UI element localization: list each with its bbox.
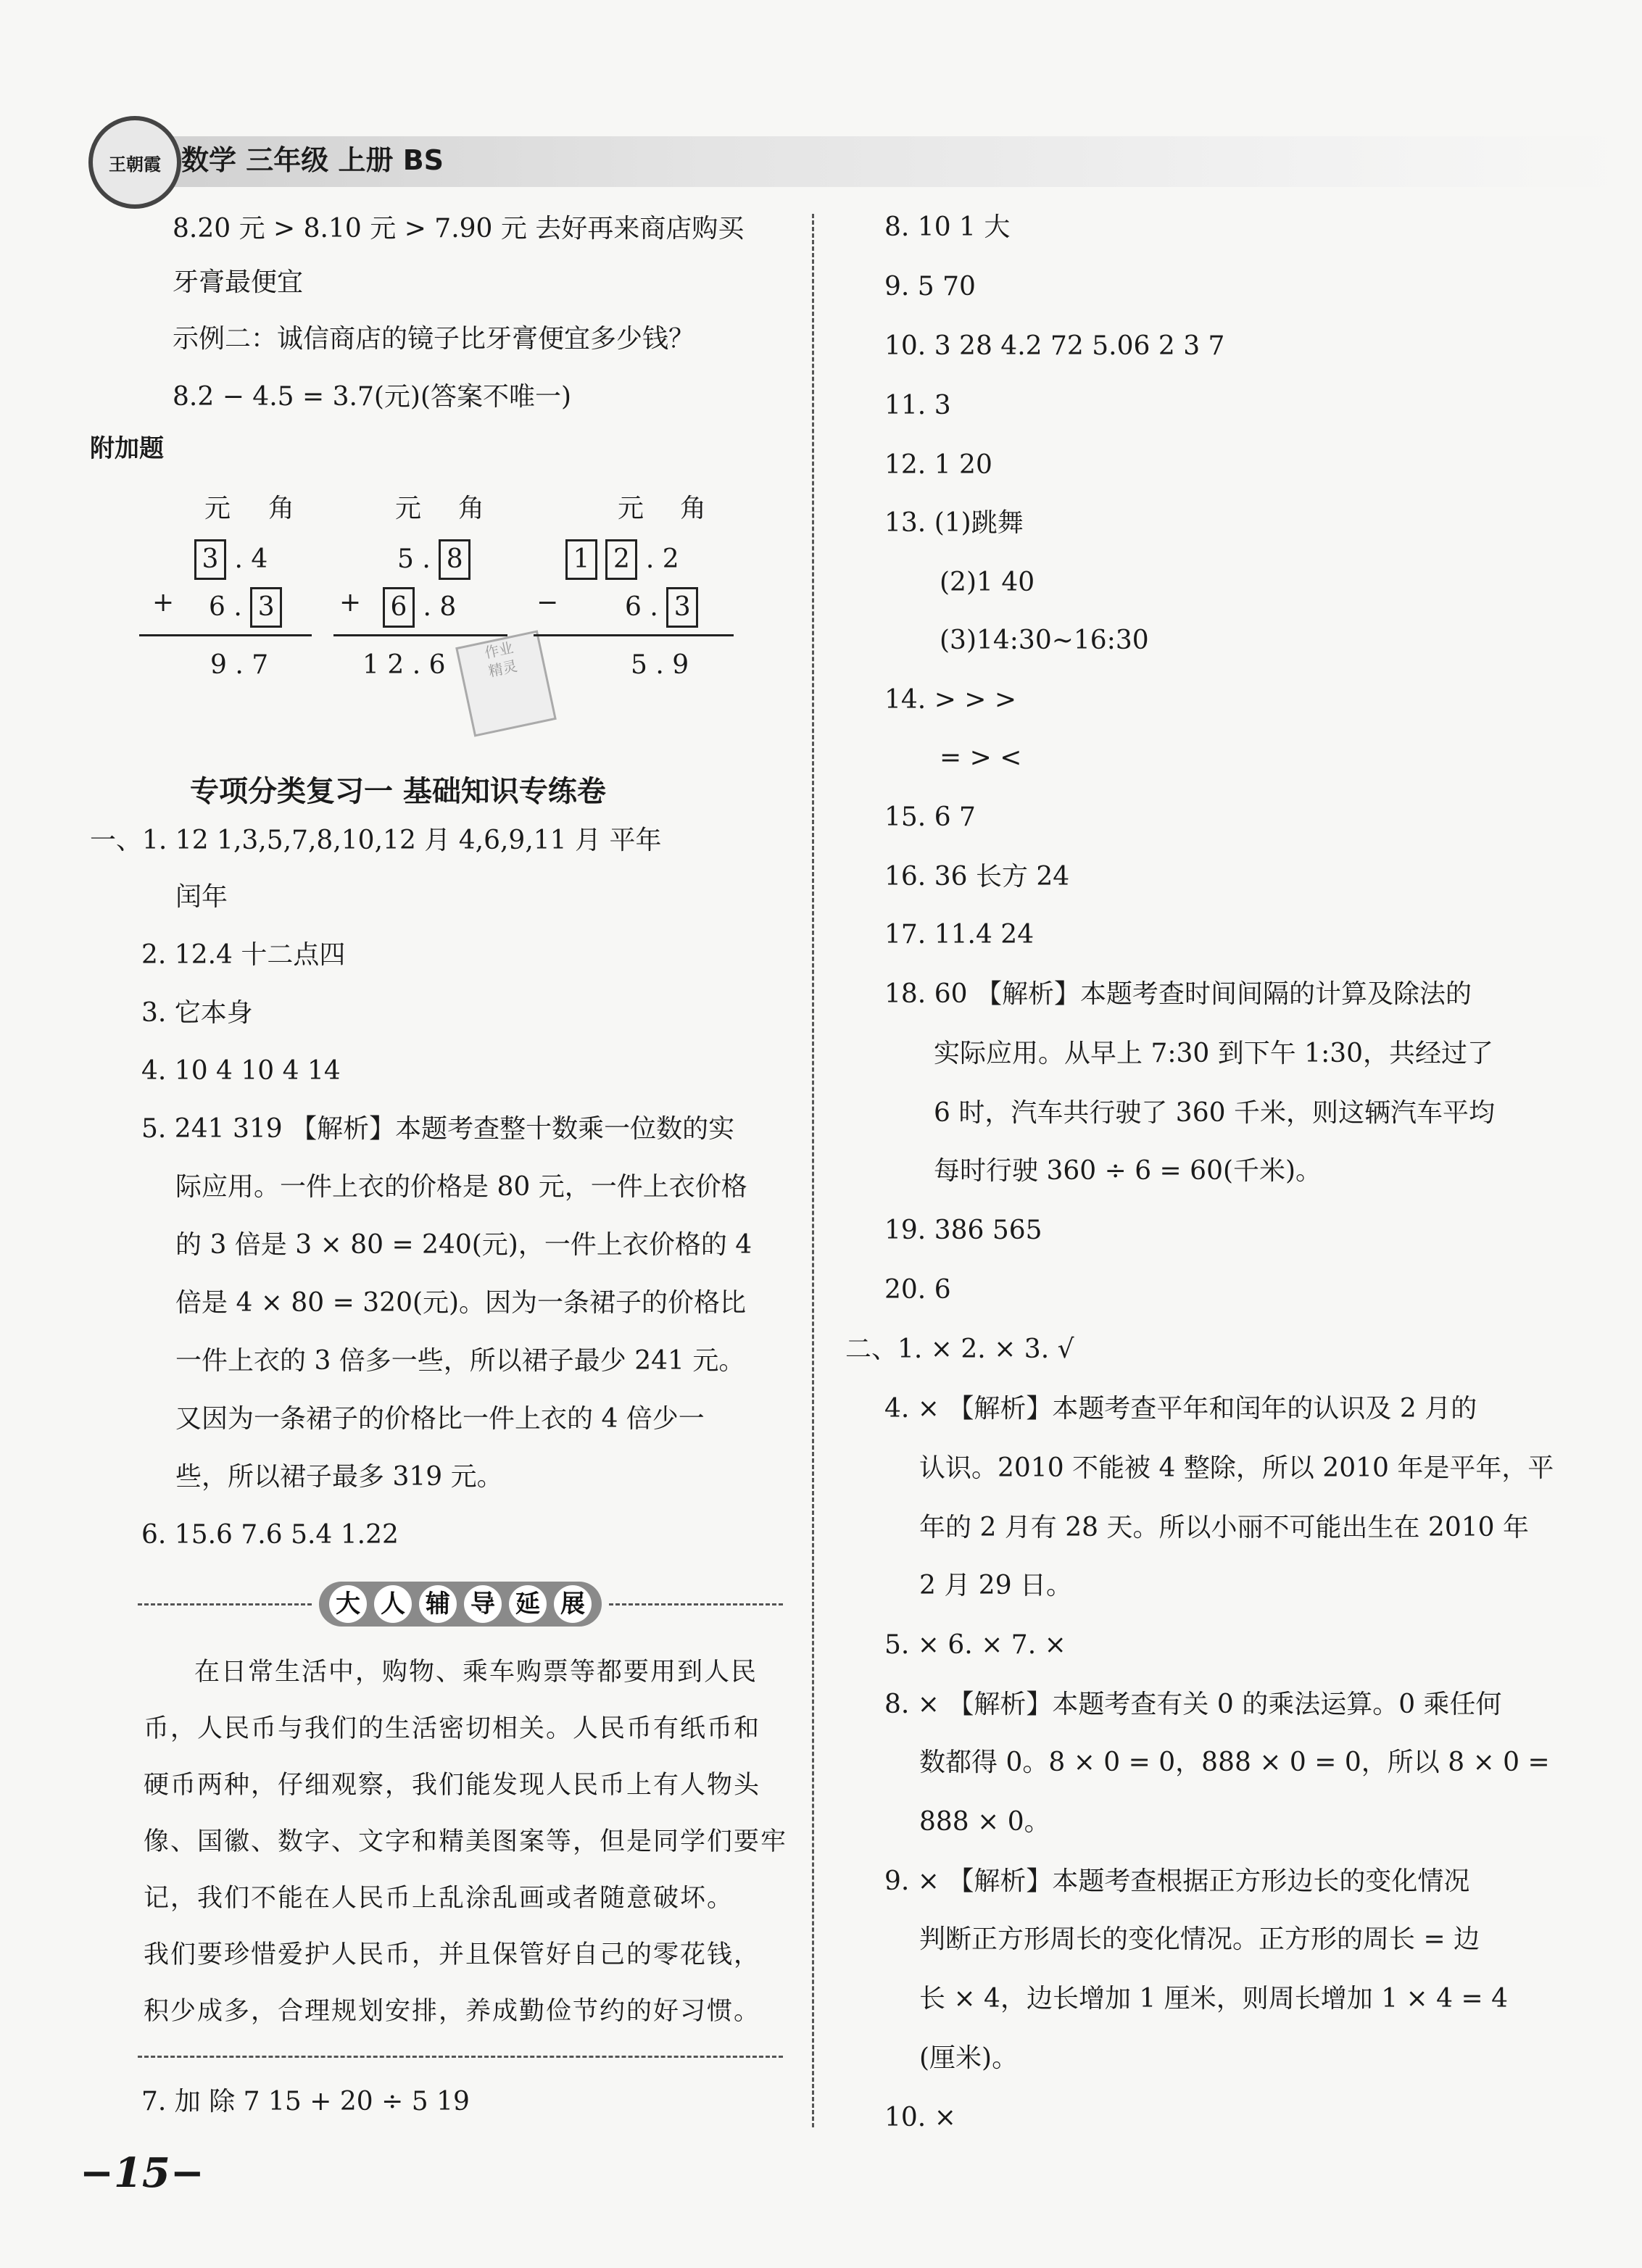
operator: − [536,588,559,618]
paragraph-line: 积少成多，合理规划安排，养成勤俭节约的好习惯。 [144,1997,761,2026]
calc-digits: 6 . [209,592,242,622]
answer-line: 10. × [884,2103,956,2132]
answer-line: 年的 2 月有 28 天。所以小丽不可能出生在 2010 年 [919,1513,1529,1542]
calc-digits: 5 . [397,544,431,574]
answer-line: 认识。2010 不能被 4 整除，所以 2010 年是平年，平 [919,1453,1554,1483]
answer-line: 2. 12.4 十二点四 [141,940,346,970]
badge-char: 辅 [419,1585,457,1623]
page-header-title: 数学 三年级 上册 BS [181,144,444,176]
divider [138,2056,783,2058]
calc-digits: . 2 [645,544,679,574]
divider [138,1603,312,1606]
badge-char: 人 [374,1585,412,1623]
answer-line: 倍是 4 × 80 = 320(元)。因为一条裙子的价格比 [175,1288,747,1318]
answer-line: 实际应用。从早上 7:30 到下午 1:30，共经过了 [934,1039,1494,1068]
answer-line: (2)1 40 [940,568,1035,597]
answer-line: 闰年 [175,882,228,912]
answer-line: 13. (1)跳舞 [884,508,1024,538]
answer-line: 888 × 0。 [919,1807,1050,1837]
answer-line: 18. 60 【解析】本题考查时间间隔的计算及除法的 [884,979,1472,1009]
section-title: 专项分类复习一 基础知识专练卷 [190,775,606,808]
answer-line: 5. × 6. × 7. × [884,1630,1066,1660]
answer-line: 二、1. × 2. × 3. √ [845,1334,1074,1364]
paragraph-line: 币，人民币与我们的生活密切相关。人民币有纸币和 [144,1714,761,1743]
answer-line: 9. 5 70 [884,272,976,302]
answer-box: 2 [605,539,637,580]
paragraph-line: 记，我们不能在人民币上乱涂乱画或者随意破坏。 [144,1884,734,1913]
answer-line: 每时行驶 360 ÷ 6 = 60(千米)。 [934,1156,1322,1186]
answer-line: 16. 36 长方 24 [884,862,1070,892]
badge-char: 导 [464,1585,502,1623]
answer-box: 3 [666,587,698,628]
answer-line: 4. 10 4 10 4 14 [141,1056,341,1086]
unit-label: 元 [204,494,231,523]
answer-line: 14. > > > [884,685,1017,715]
answer-box: 3 [194,539,226,580]
logo [88,116,181,209]
unit-label: 角 [458,494,485,523]
answer-line: 数都得 0。8 × 0 = 0，888 × 0 = 0，所以 8 × 0 = [919,1748,1550,1777]
extension-badge [319,1582,602,1627]
calc-digits: . 4 [234,544,268,574]
page-number: −15− [80,2149,204,2197]
answer-line: (3)14:30~16:30 [940,626,1149,655]
answer-line: 5. 241 319 【解析】本题考查整十数乘一位数的实 [141,1114,735,1144]
bonus-heading: 附加题 [90,434,164,463]
answer-line: 6. 15.6 7.6 5.4 1.22 [141,1520,399,1550]
paragraph-line: 硬币两种，仔细观察，我们能发现人民币上有人物头 [144,1771,761,1800]
logo-text: 王朝霞 [109,154,161,175]
answer-box: 8 [439,539,470,580]
badge-char: 延 [509,1585,547,1623]
calc-digits: 6 . [625,592,658,622]
unit-label: 元 [395,494,422,523]
badge-char: 展 [554,1585,592,1623]
answer-line: 一、1. 12 1,3,5,7,8,10,12 月 4,6,9,11 月 平年 [90,826,662,855]
answer-line: 长 × 4，边长增加 1 厘米，则周长增加 1 × 4 = 4 [919,1984,1509,2014]
answer-line: 8.20 元 > 8.10 元 > 7.90 元 去好再来商店购买 [173,214,745,244]
answer-line: 8. 10 1 大 [884,212,1011,242]
answer-line: 19. 386 565 [884,1216,1042,1245]
sum-line [333,634,507,636]
sum-line [139,634,312,636]
answer-line: 15. 6 7 [884,802,976,832]
answer-line: 又因为一条裙子的价格比一件上衣的 4 倍少一 [175,1404,705,1434]
divider [609,1603,783,1606]
operator: + [152,588,175,618]
answer-line: 2 月 29 日。 [919,1571,1073,1600]
answer-line: 17. 11.4 24 [884,920,1034,950]
unit-label: 元 [618,494,644,523]
answer-box: 1 [565,539,597,580]
answer-line: 9. × 【解析】本题考查根据正方形边长的变化情况 [884,1866,1470,1896]
answer-line: 际应用。一件上衣的价格是 80 元，一件上衣价格 [175,1172,747,1202]
answer-line: 10. 3 28 4.2 72 5.06 2 3 7 [884,331,1225,361]
watermark-stamp: 作业 精灵 [455,630,557,736]
answer-line: 8.2 − 4.5 = 3.7(元)(答案不唯一) [173,382,572,412]
calc-digits: . 8 [423,592,457,622]
answer-line: 7. 加 除 7 15 + 20 ÷ 5 19 [141,2087,470,2117]
paragraph-line: 像、国徽、数字、文字和精美图案等，但是同学们要牢 [144,1827,788,1856]
answer-line: 20. 6 [884,1275,951,1305]
answer-line: 判断正方形周长的变化情况。正方形的周长 = 边 [919,1924,1480,1954]
answer-box: 6 [383,587,415,628]
paragraph-line: 在日常生活中，购物、乘车购票等都要用到人民 [194,1658,758,1687]
answer-line: 6 时，汽车共行驶了 360 千米，则这辆汽车平均 [934,1098,1495,1128]
answer-line: 12. 1 20 [884,450,992,480]
answer-line: 些，所以裙子最多 319 元。 [175,1462,503,1492]
answer-line: = > < [940,743,1022,773]
paragraph-line: 我们要珍惜爱护人民币，并且保管好自己的零花钱， [144,1940,761,1969]
answer-line: 8. × 【解析】本题考查有关 0 的乘法运算。0 乘任何 [884,1690,1502,1719]
answer-line: 示例二：诚信商店的镜子比牙膏便宜多少钱？ [173,324,695,354]
answer-line: 一件上衣的 3 倍多一些，所以裙子最少 241 元。 [175,1346,745,1376]
answer-line: (厘米)。 [919,2043,1019,2073]
operator: + [339,588,362,618]
badge-char: 大 [329,1585,367,1623]
calc-result: 1 2 . 6 [362,650,446,680]
unit-label: 角 [268,494,295,523]
answer-line: 4. × 【解析】本题考查平年和闰年的认识及 2 月的 [884,1394,1477,1424]
answer-box: 3 [250,587,282,628]
answer-line: 11. 3 [884,391,951,420]
calc-result: 5 . 9 [631,650,689,680]
column-divider [812,214,814,2127]
sum-line [534,634,734,636]
unit-label: 角 [680,494,707,523]
answer-line: 的 3 倍是 3 × 80 = 240(元)，一件上衣价格的 4 [175,1230,752,1260]
answer-line: 牙膏最便宜 [173,267,304,297]
calc-result: 9 . 7 [210,650,269,680]
answer-line: 3. 它本身 [141,998,253,1028]
